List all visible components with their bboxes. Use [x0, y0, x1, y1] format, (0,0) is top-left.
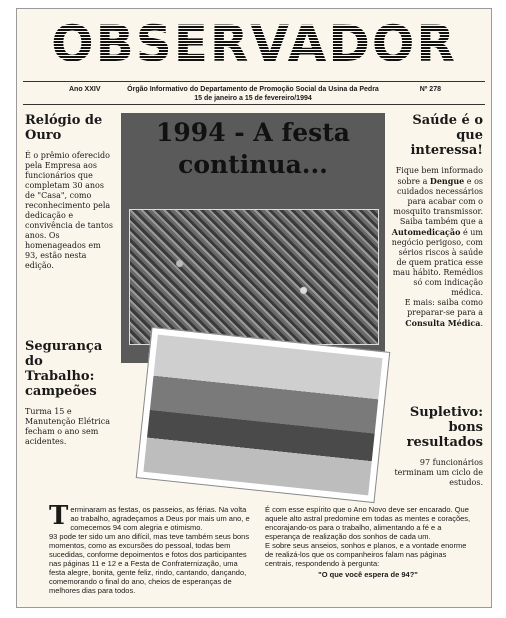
story-supletivo [389, 405, 483, 488]
text: . [480, 319, 483, 328]
issue-number: Nº 278 [419, 86, 441, 93]
info-bar [23, 81, 485, 105]
cover-feature [121, 113, 385, 363]
story-seguranca [25, 339, 115, 447]
story-title: Segurança do Trabalho: campeões [25, 339, 103, 399]
issue-year: Ano XXIV [69, 86, 101, 93]
editorial-col-right [265, 505, 471, 579]
story-saude [389, 113, 483, 329]
story-relogio-de-ouro [25, 113, 113, 271]
group-photo-image [143, 335, 382, 496]
dropcap: T [49, 501, 69, 531]
editorial-paragraph: 93 pode ter sido um ano difícil, mas teve também seus bons momentos, como as excursões do pessoal, todas bem sucedidas, conforme depoimentos e fotos dos participantes nas páginas 11 e 12 e a Festa de Confraternização, uma festa alegre, bonita, gente feliz, rindo, cantando, dançando, comemorando o final do ano, cheios de esperanças de melhores dias para todos. [49, 532, 250, 595]
story-body [389, 166, 483, 329]
publisher-line: Órgão Informativo do Departamento de Promoção Social da Usina da Pedra [127, 86, 379, 93]
text-bold: Automedicação [391, 227, 461, 237]
masthead-title: OBSERVADOR [17, 9, 491, 79]
group-photo [136, 327, 391, 503]
story-body: Turma 15 e Manutenção Elétrica fecham o ano sem acidentes. [25, 407, 110, 446]
story-body: É o prêmio oferecido pela Empresa aos funcionários que completam 30 anos de "Casa", como reconhecimento pela dedicação e convivência de tantos anos. Os homenageados em 93, estão nesta edição. [25, 151, 113, 270]
text-bold: Consulta Médica [405, 318, 481, 328]
story-title: Saúde é o que interessa! [410, 113, 483, 158]
editorial-paragraph: E sobre seus anseios, sonhos e planos, e a vontade enorme de realizá-los que os companheiros falam nas páginas centrais, respondendo à pergunta: [265, 541, 467, 568]
text: e os cuidados necessários para acabar com o mosquito transmissor. [393, 177, 483, 216]
newspaper-page [16, 8, 492, 608]
text: E mais: saiba como preparar-se para a [404, 298, 483, 317]
text: é um negócio perigoso, com sérios riscos à saúde de quem pratica esse mau hábito. Remédios só com indicação médica. [391, 228, 483, 297]
cover-headline: 1994 - A festa continua... [156, 118, 350, 179]
story-title: Relógio de Ouro [25, 113, 103, 143]
masthead [17, 9, 491, 79]
text-bold: Dengue [429, 176, 465, 186]
editorial-paragraph: É com esse espírito que o Ano Novo deve ser encarado. Que aquele alto astral predomine em todas as mentes e corações, encorajando-os para o trabalho, alimentando a fé e a esperança de realização dos sonhos de cada um. [265, 505, 471, 541]
crowd-photo [129, 209, 379, 345]
editorial-col-left [49, 501, 255, 595]
text: Saiba também que a [399, 217, 483, 226]
story-body: 97 funcionários terminam um ciclo de estudos. [394, 458, 483, 487]
issue-dates: 15 de janeiro a 15 de fevereiro/1994 [194, 95, 312, 102]
text: Fique bem informado sobre a [395, 166, 483, 186]
editorial-paragraph: erminaram as festas, os passeios, as férias. Na volta ao trabalho, agradeçamos a Deus por mais um ano, e comecemos 94 com alegria e otimismo. [70, 505, 250, 532]
editorial-question: "O que você espera de 94?" [318, 570, 418, 579]
story-title: Supletivo: bons resultados [406, 405, 483, 450]
